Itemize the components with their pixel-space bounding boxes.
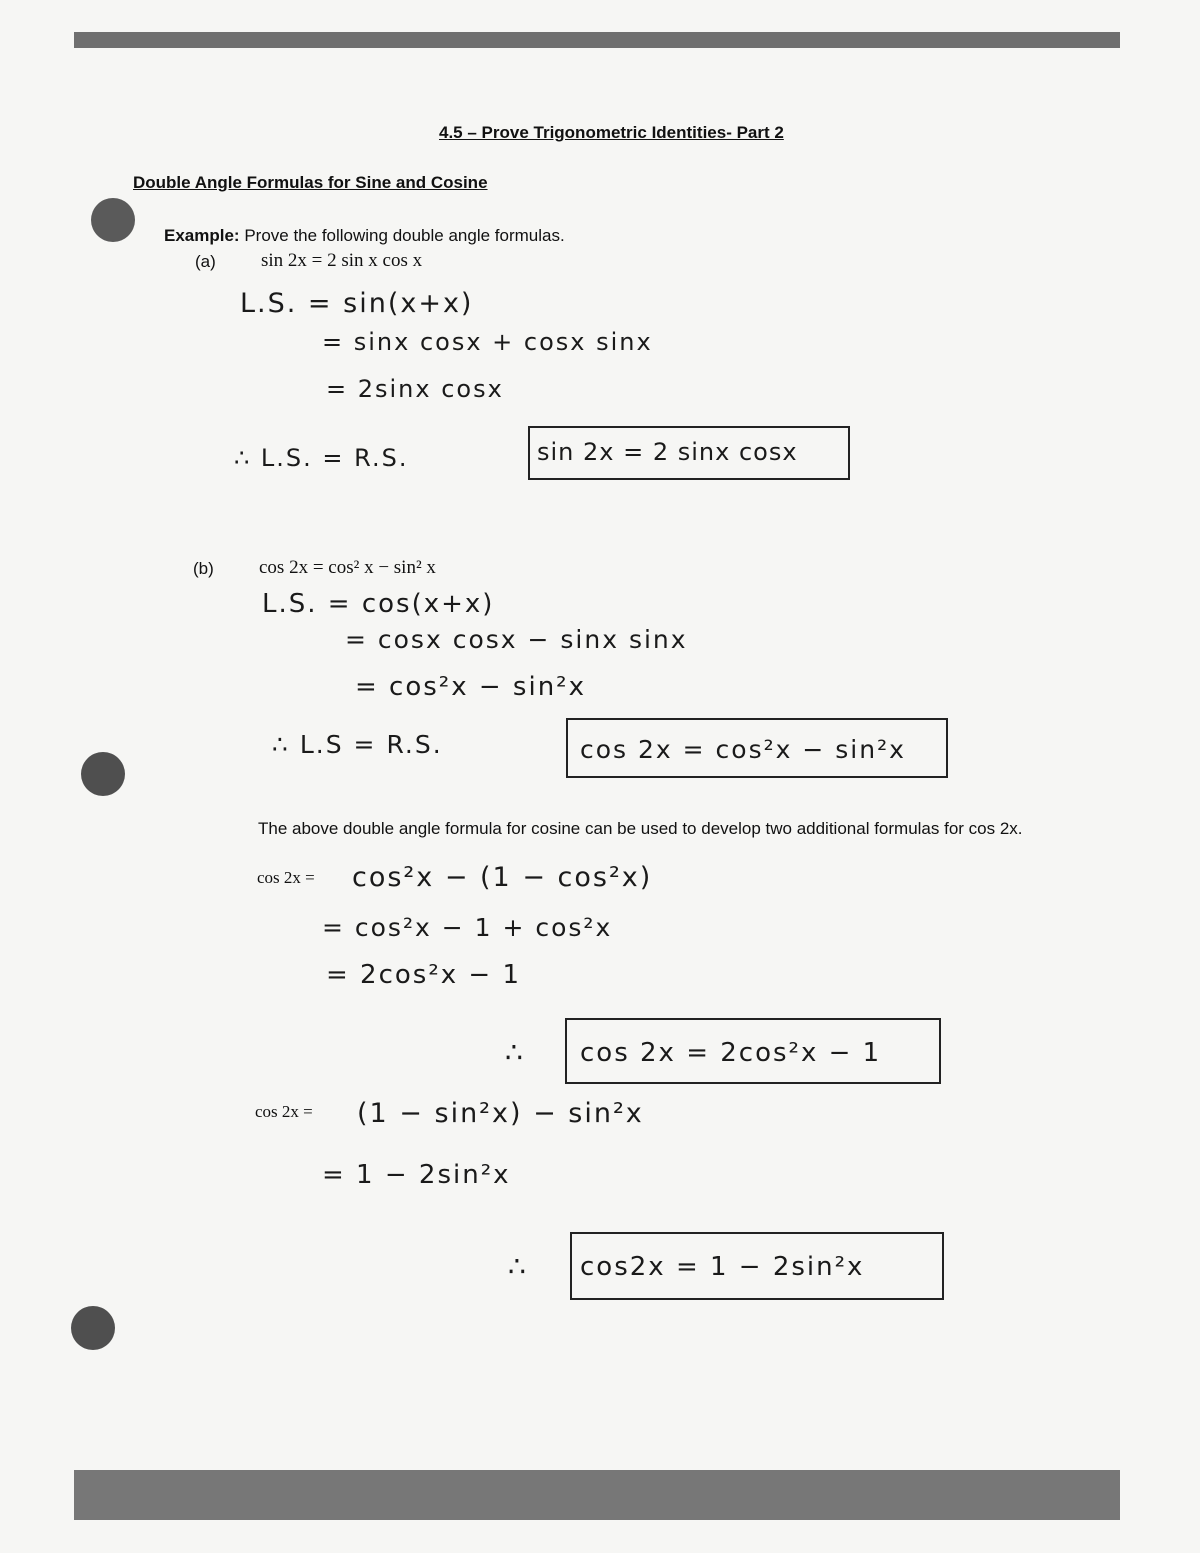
part-b-conclusion: ∴ L.S = R.S. bbox=[272, 730, 443, 759]
page-title: 4.5 – Prove Trigonometric Identities- Part 2 bbox=[439, 123, 784, 142]
scan-border-bottom bbox=[74, 1470, 1120, 1520]
example-instruction: Prove the following double angle formulas. bbox=[244, 226, 565, 245]
punch-hole-top bbox=[91, 198, 135, 242]
punch-hole-middle bbox=[81, 752, 125, 796]
derivation-2-therefore: ∴ bbox=[508, 1250, 528, 1283]
derivation-2-step-1: (1 − sin²x) − sin²x bbox=[357, 1098, 644, 1129]
explanatory-note: The above double angle formula for cosine can be used to develop two additional formulas for cos 2x. bbox=[258, 819, 1023, 838]
part-a-boxed-identity: sin 2x = 2 sinx cosx bbox=[537, 438, 798, 466]
derivation-2-label: cos 2x = bbox=[255, 1102, 313, 1121]
part-a-label: (a) bbox=[195, 252, 216, 271]
derivation-2-step-2: = 1 − 2sin²x bbox=[322, 1160, 511, 1190]
part-b-step-2: = cosx cosx − sinx sinx bbox=[345, 625, 688, 654]
part-a-step-1: L.S. = sin(x+x) bbox=[240, 288, 474, 319]
part-b-identity: cos 2x = cos² x − sin² x bbox=[259, 557, 436, 578]
example-label: Example: bbox=[164, 226, 240, 245]
part-a-step-2: = sinx cosx + cosx sinx bbox=[322, 328, 653, 356]
scan-border-top bbox=[74, 32, 1120, 48]
part-b-step-3: = cos²x − sin²x bbox=[355, 672, 586, 702]
part-a-identity: sin 2x = 2 sin x cos x bbox=[261, 250, 423, 271]
example-line bbox=[164, 226, 565, 246]
derivation-2-boxed-identity: cos2x = 1 − 2sin²x bbox=[580, 1252, 865, 1282]
punch-hole-bottom bbox=[71, 1306, 115, 1350]
part-b-boxed-identity: cos 2x = cos²x − sin²x bbox=[580, 735, 906, 764]
derivation-1-therefore: ∴ bbox=[505, 1036, 525, 1069]
derivation-1-step-1: cos²x − (1 − cos²x) bbox=[352, 862, 653, 893]
derivation-1-step-2: = cos²x − 1 + cos²x bbox=[322, 913, 613, 942]
derivation-1-boxed-identity: cos 2x = 2cos²x − 1 bbox=[580, 1038, 882, 1068]
part-a-step-3: = 2sinx cosx bbox=[326, 375, 504, 403]
part-b-step-1: L.S. = cos(x+x) bbox=[262, 589, 495, 619]
part-b-label: (b) bbox=[193, 559, 214, 578]
section-heading: Double Angle Formulas for Sine and Cosine bbox=[133, 173, 488, 192]
derivation-1-step-3: = 2cos²x − 1 bbox=[326, 960, 522, 990]
part-a-conclusion: ∴ L.S. = R.S. bbox=[234, 444, 409, 472]
derivation-1-label: cos 2x = bbox=[257, 868, 315, 887]
